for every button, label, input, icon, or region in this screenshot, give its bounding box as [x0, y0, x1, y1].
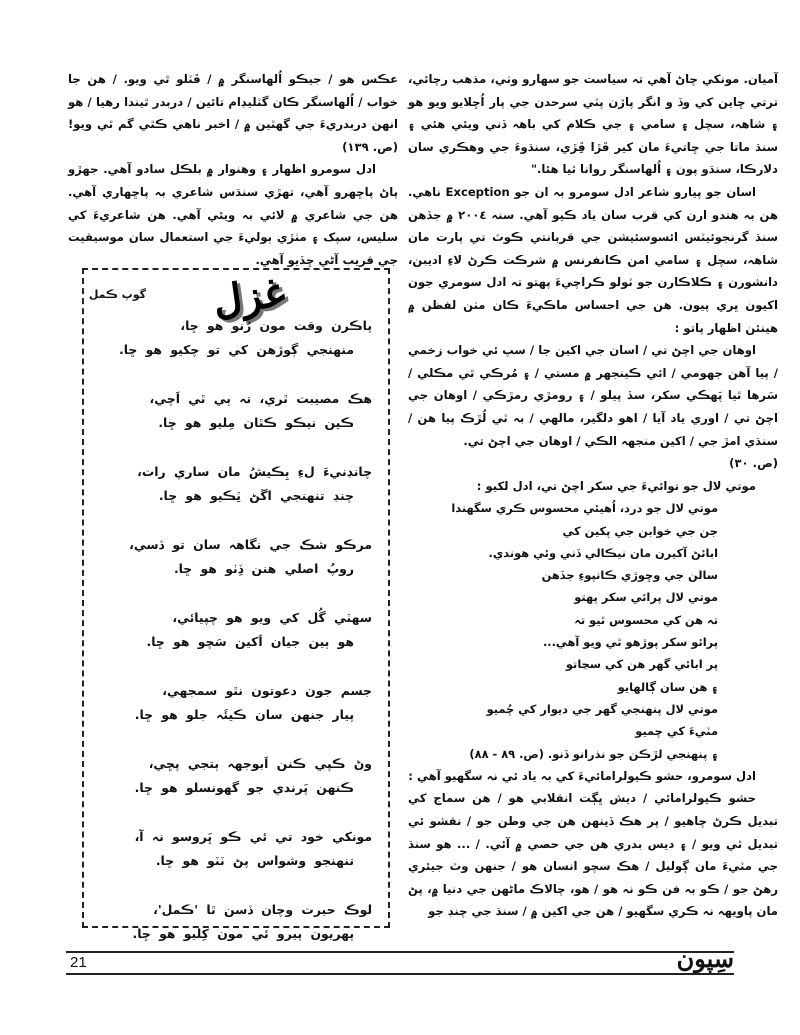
- magazine-title: سِپون: [676, 944, 734, 973]
- paragraph: عڪس هو / جيڪو اُلهاسنگر ۾ / ڦٽلو ٿي ويو. / هن جا خواب / اُلهاسنگر ڪان گٽليڊام تائين / دربدر ٿيندا رهيا / هو انهن دربدريءَ جي گهٽين ۾ / اخبر ناهي ڪٿي گم ٿي ويو! (ص. ١٣٩): [68, 72, 398, 154]
- verse-line: ابائڻ آکيرن مان نيڪالي ڏني وئي هوندي.: [488, 545, 718, 560]
- couplet: [102, 898, 372, 946]
- footer-bottom-rule: [66, 973, 734, 975]
- paragraph: اسان جو پيارو شاعر ادل سومرو بہ ان جو Exception ناهي. هن بہ هندو ارن کي قرب سان ياد ڪيو آهي. سنہ ٢٠٠٤ ۾ جڏهن سنڌ گرنجوئيٽس ائسوسئيشن جي قربانتي ڪوٽ تي پارت مان شاهہ، سچل ۽ سامي امن ڪانفرنس ۾ شرڪت ڪرڻ لاءِ اديبن، دانشورن ۽ ڪلاڪارن جو ٽولو ڪراچيءَ پهتو تہ ادل سومري جون اکيون ڀري پيون. هن جي احساس ماڪيءَ ڪان مٺن لفظن ۾ هينئن اظهار پاتو :: [408, 184, 779, 335]
- poet-name: گوپ ڪمل: [88, 288, 146, 301]
- verse-line: ۽ هن سان ڳالهايو: [617, 679, 718, 694]
- ghazal-title: غزل: [209, 268, 288, 325]
- verse-line: پرائو سکر پوڙهو ٿي ويو آهي...: [542, 635, 718, 650]
- couplet: [102, 387, 372, 435]
- verse-line: مٽيءَ کي چميو: [635, 724, 718, 739]
- couplet-line: چانڊنيءَ لءِ بِڪيشُ مان ساري رات،: [137, 464, 372, 479]
- free-verse: [408, 497, 718, 765]
- verse-line: سالن جي وڇوڙي ڪانپوءِ جڏهن: [541, 568, 718, 583]
- quoted-poem: حشو ڪيولرامائي / ديش ڀڳت انقلابي هو / هن سماج کي تبديل ڪرڻ چاهيو / پر هڪ ڏينهن هن جي وطن جو / نقشو ئي تبديل ٿي ويو / ۽ ديس بدري هن جي حصي ۾ آئي. / ... هو سنڌ جي مٽيءَ مان ڳوليل / هڪ سچو انسان هو / جنهن وٽ جيئري رهڻ جو / ڪو بہ فن ڪو نہ هو / هو، چالاڪ ماڻهن جي دنيا ۾، پڻ مان پاويهہ نہ ڪري سگهيو / هن جي اکين ۾ / سنڌ جي چنڊ جو: [408, 791, 778, 919]
- couplet-line: منهنجي ڳوڙهن کي تو چکيو هو ڇا.: [119, 342, 354, 357]
- couplet-line: پاڪرن وقت مون رُنو هو ڇا،: [180, 318, 372, 333]
- left-column: [68, 68, 398, 271]
- paragraph: موتي لال جو توائيءَ جي سکر اچڻ تي، ادل لکيو :: [476, 478, 756, 493]
- right-column: [408, 68, 778, 923]
- paragraph: ادل سومرو اظهار ۽ وهنوار ۾ بلڪل سادو آهي. جهڙو پاڻ پاڇهرو آهي، تهڙي سنڌس شاعري بہ پاڇهاري آهي. هن جي شاعري ۾ لائي بہ ويئي آهي. هن شاعريءَ کي سليس، سپک ۽ مٺڙي ٻوليءَ جي استعمال سان موسيقيت جي قريب آڻي ڇڏيو آهي.: [68, 162, 398, 267]
- citation: (ص. ٣٠): [729, 456, 778, 471]
- couplet-line: روپُ اصلي هنن ڏِٺو هو ڇا.: [173, 561, 354, 576]
- verse-line: جن جي خوابن جي پکين کي: [562, 523, 718, 538]
- couplet-line: ڪنهن پَرندي جو گهونسلو هو ڇا.: [134, 780, 354, 795]
- ghazal-box: [82, 268, 390, 941]
- verse-line: موتي لال پرائي سکر پهتو: [574, 590, 718, 605]
- couplet-line: تنهنجو وشواس پڻ ٽٽو هو ڇا.: [155, 853, 354, 868]
- verse-line: پر ابائي گهر هن کي سڃاتو: [565, 657, 718, 672]
- couplet-line: مرڪو شڪ جي نگاهہ سان تو ڏسي،: [129, 537, 372, 552]
- couplet: [102, 679, 372, 727]
- couplet-line: پيار جنهن سان ڪيئَہ جلو هو ڇا.: [134, 707, 354, 722]
- verse-line: موتي لال جو درد، اُهيئي محسوس ڪري سگهندا: [451, 501, 718, 516]
- paragraph: آميان. مونکي چاڻ آهي تہ سياست جو سهارو وٺي، مذهب رچائي، ترتي ڇاين کي وڏ و انگر پاڙن پٽي سرحدن جي پار اُڇلايو ويو هو ۽ شاهہ، سچل ۽ سامي ۽ جي ڪلام کي باهہ ڏني ويئي هئي ۽ سنڌ ماتا جي ڇاتيءَ مان کير ڦڙا ڦِڙي، سنڌوءَ جي وهڪري سان دلارڪا، سنڌو پون ۽ اُلهاسنگر روانا ٿيا هئا.": [408, 72, 778, 177]
- couplet-line: پهريون پيرو ئي مون کِليو هو ڇا.: [132, 926, 354, 941]
- couplet: [102, 314, 372, 362]
- couplet: [102, 752, 372, 800]
- couplet-line: هڪ مصيبت ٿري، تہ ٻي ٿي اَچي،: [149, 391, 372, 406]
- page-number: 21: [70, 954, 87, 971]
- couplet-line: چنڊ تنهنجي اڱڻ ٽِڪيو هو ڇا.: [158, 488, 354, 503]
- couplet-line: هو ٻين جيان اَکين سَچو هو ڇا.: [146, 634, 354, 649]
- quoted-poem: اوهان جي اچڻ تي / اسان جي اکين جا / سپ ئي خواب زخمي / پيا آهن جهومي / ائي ڪينجهر ۾ مستي / ۽ مُرڪي ٿي مڪلي / سَرها ٿيا پَهڪي سکر، سڏ پيلو / ۽ رومڙي رمڙڪي / اوهان جي اچڻ تي / اوري ياد آيا / اهو دلگير، مالهي / بہ ٽي لُڙڪ پيا هن / سنڌي امڙ جي / اکين منجهہ الڪي / اوهان جي اچڻ تي.: [408, 343, 778, 448]
- verse-line: ۽ پنهنجي لڙڪن جو نذرانو ڏنو. (ص. ٨٩ - ٨٨): [469, 746, 718, 761]
- couplet-line: سهٽي گُل کي ويو هو چپيائي،: [172, 610, 372, 625]
- couplet-line: جسم جون دعوتون نٿو سمجهي،: [162, 683, 372, 698]
- couplet: [102, 460, 372, 508]
- couplet: [102, 533, 372, 581]
- couplet-line: ڪين نيڪو ڪٿان مِليو هو ڇا.: [158, 415, 354, 430]
- couplet-list: [102, 314, 372, 971]
- couplet: [102, 606, 372, 654]
- couplet: [102, 825, 372, 873]
- verse-line: تہ هن کي محسوس ٿيو تہ: [574, 612, 718, 627]
- couplet-line: لوڪ حيرت وچان ڏسن ٿا 'ڪمل'،: [153, 902, 372, 917]
- couplet-line: مونکي خود تي ئي ڪو ڀَروسو نہ آ،: [134, 829, 372, 844]
- footer-top-rule: [66, 951, 734, 953]
- paragraph: ادل سومرو، حشو ڪيولرامائيءَ کي بہ ياد ئي نہ سگهيو آهي :: [408, 768, 756, 783]
- verse-line: موتي لال پنهنجي گهر جي ديوار کي چُميو: [486, 701, 718, 716]
- couplet-line: وڻ ڪپي ڪنن اَبوجهہ ٻتجي پڇي،: [148, 756, 372, 771]
